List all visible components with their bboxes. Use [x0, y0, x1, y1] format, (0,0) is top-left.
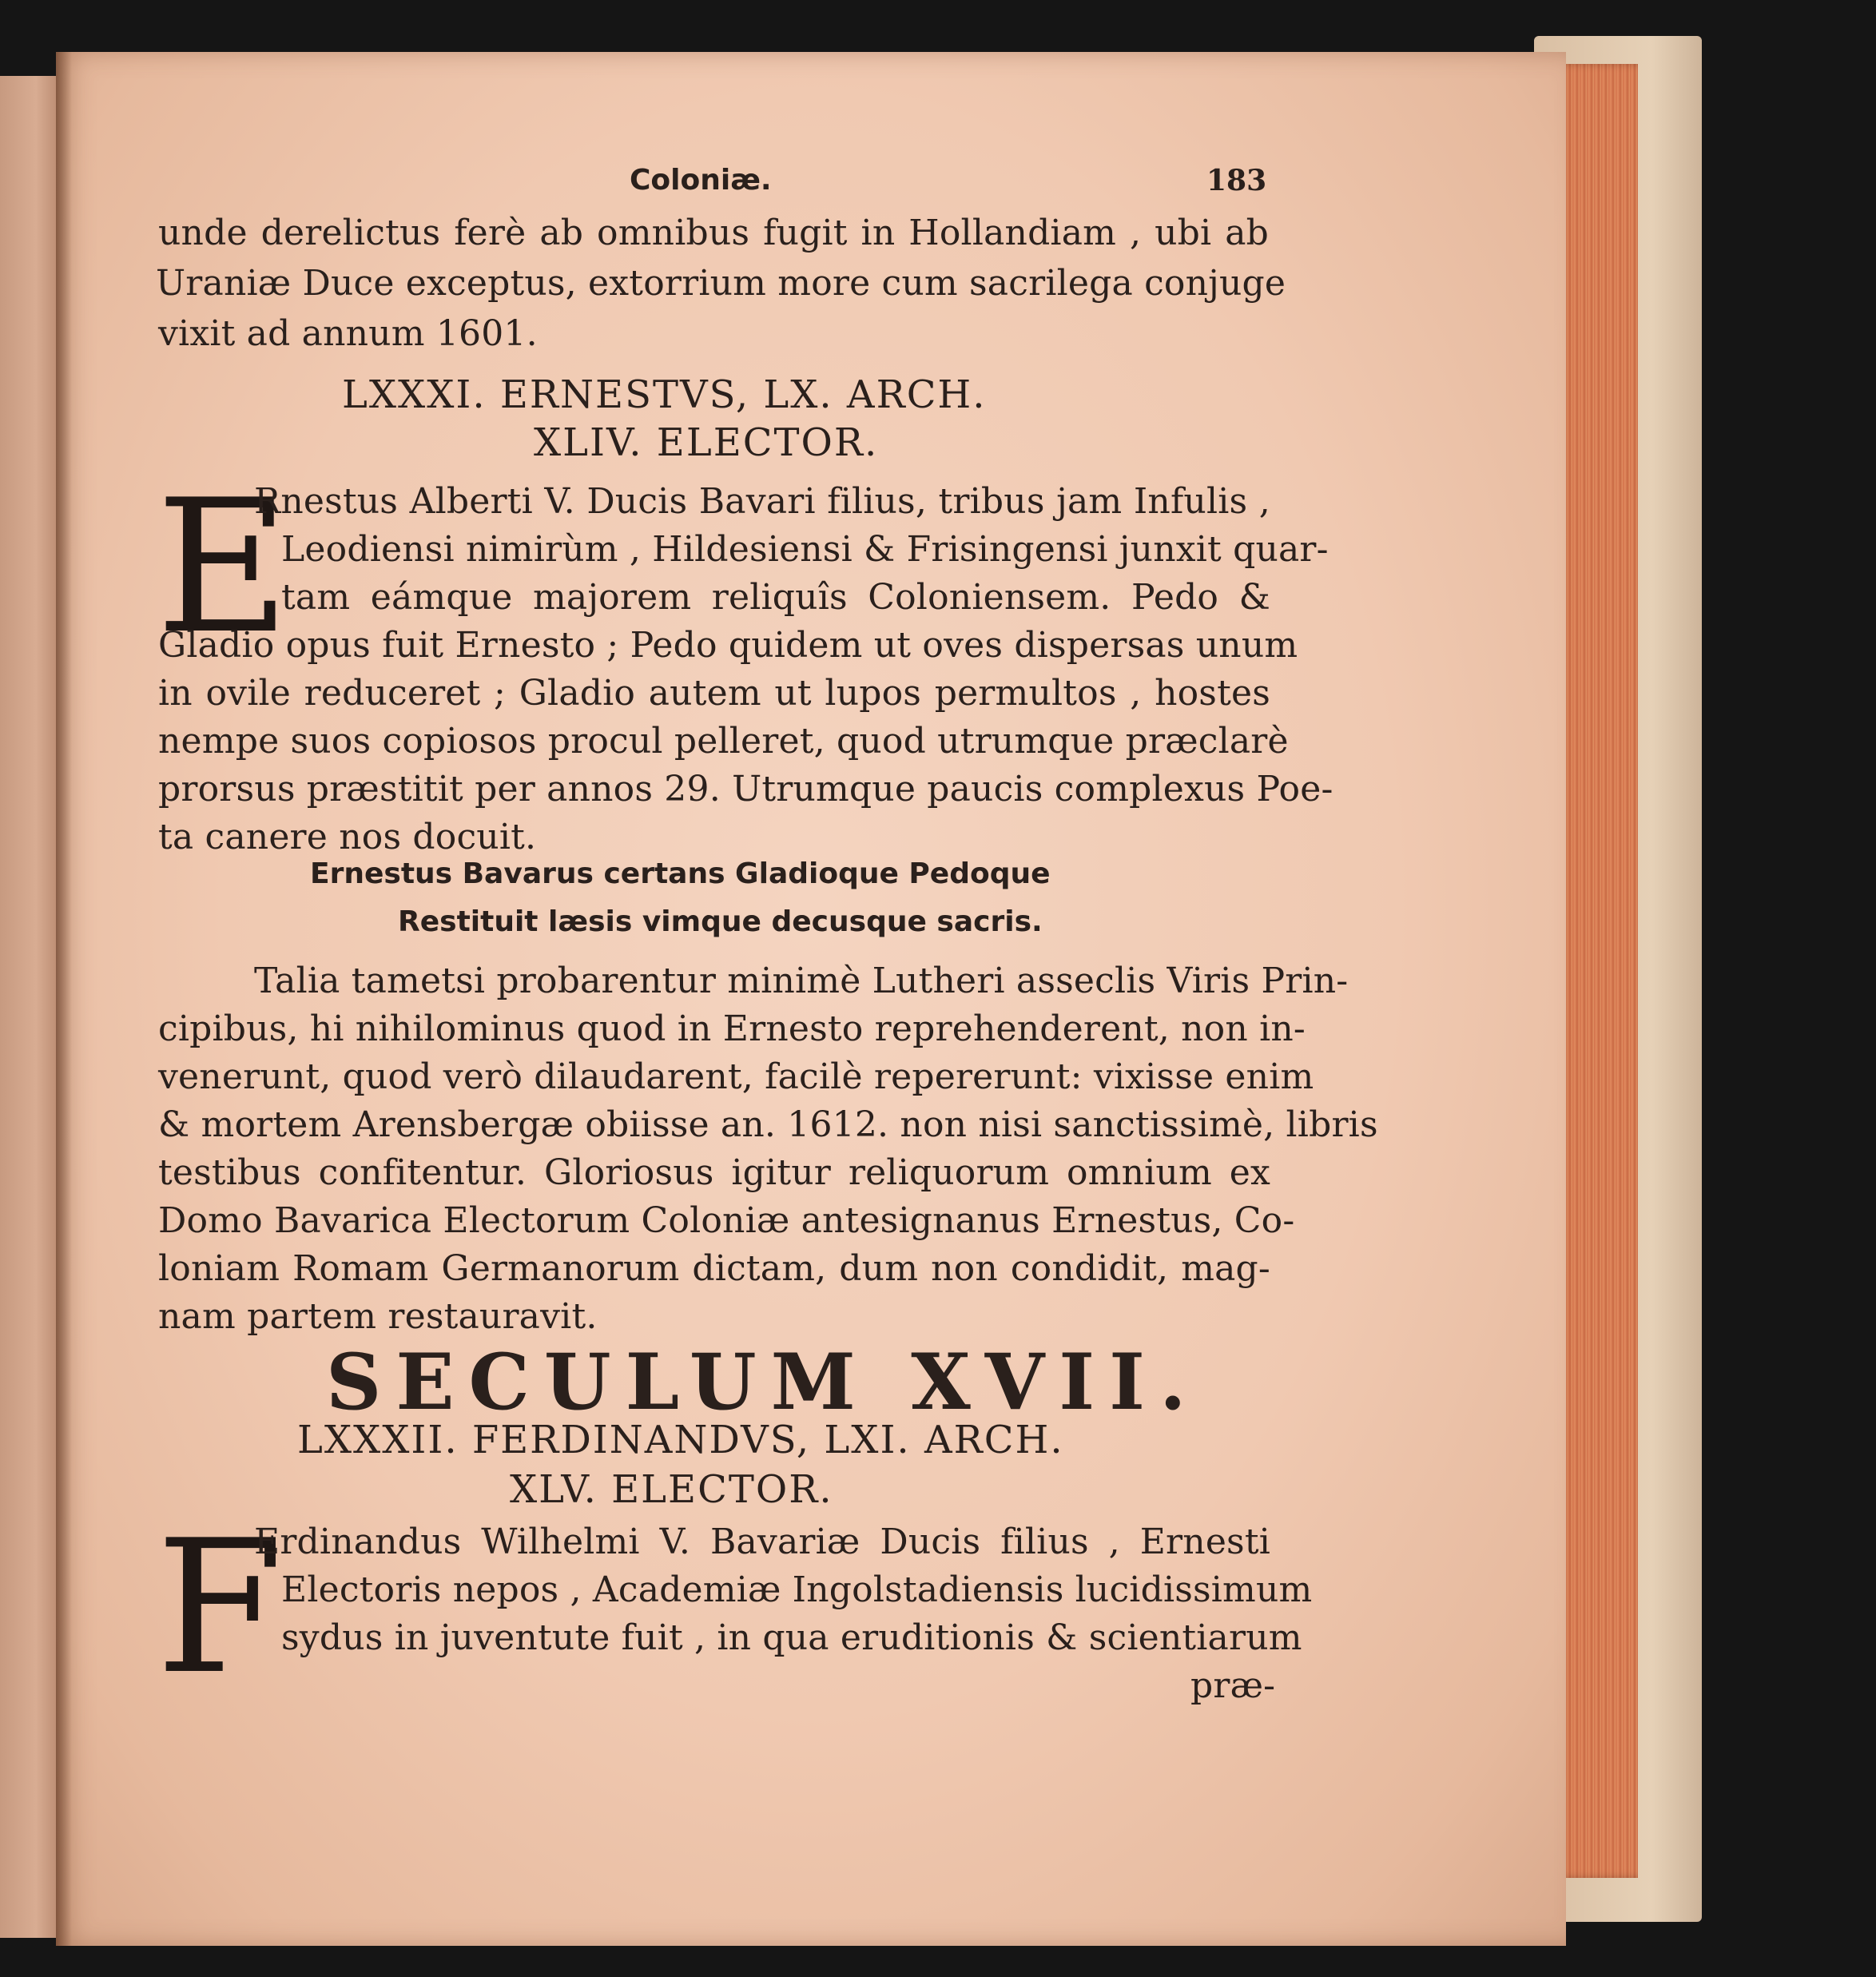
running-head: Coloniæ. — [630, 164, 772, 197]
facing-page-edge — [0, 76, 60, 1938]
text-line: Uraniæ Duce exceptus, extorrium more cum sacrilega conjuge — [156, 263, 1286, 304]
chapter-subheading: XLV. ELECTOR. — [510, 1467, 833, 1512]
page-number: 183 — [1206, 164, 1267, 197]
text-line: unde derelictus ferè ab omnibus fugit in Hollandiam , ubi ab — [158, 213, 1269, 253]
text-line: loniam Romam Germanorum dictam, dum non condidit, mag- — [158, 1248, 1270, 1289]
chapter-heading: LXXXI. ERNESTVS, LX. ARCH. — [342, 372, 987, 417]
page-block-edges — [1558, 64, 1638, 1878]
text-line: Gladio opus fuit Ernesto ; Pedo quidem ut oves dispersas unum — [158, 625, 1298, 666]
drop-cap: E — [156, 461, 290, 674]
chapter-subheading: XLIV. ELECTOR. — [534, 420, 879, 465]
text-line: Rnestus Alberti V. Ducis Bavari filius, tribus jam Infulis , — [254, 481, 1270, 522]
text-line: Erdinandus Wilhelmi V. Bavariæ Ducis filius , Ernesti — [254, 1522, 1270, 1562]
catchword: præ- — [1190, 1665, 1276, 1706]
text-line: Domo Bavarica Electorum Coloniæ antesignanus Ernestus, Co- — [158, 1200, 1295, 1241]
text-line: & mortem Arensbergæ obiisse an. 1612. non nisi sanctissimè, libris — [158, 1104, 1378, 1145]
text-line: venerunt, quod verò dilaudarent, facilè repererunt: vixisse enim — [158, 1056, 1314, 1097]
text-line: prorsus præstitit per annos 29. Utrumque paucis complexus Poe- — [158, 769, 1333, 809]
section-title: SECULUM XVII. — [326, 1337, 1201, 1427]
text-line: Electoris nepos , Academiæ Ingolstadiensis lucidissimum — [281, 1569, 1313, 1610]
drop-cap: F — [156, 1502, 284, 1715]
text-line: sydus in juventute fuit , in qua eruditionis & scientiarum — [281, 1617, 1302, 1658]
text-line: nam partem restauravit. — [158, 1296, 598, 1337]
text-line: in ovile reduceret ; Gladio autem ut lupos permultos , hostes — [158, 673, 1270, 714]
text-line: testibus confitentur. Gloriosus igitur reliquorum omnium ex — [158, 1152, 1270, 1193]
verse-line: Restituit læsis vimque decusque sacris. — [398, 905, 1043, 938]
text-line: Talia tametsi probarentur minimè Lutheri asseclis Viris Prin- — [254, 961, 1349, 1001]
text-line: nempe suos copiosos procul pelleret, quod utrumque præclarè — [158, 721, 1289, 762]
text-line: Leodiensi nimirùm , Hildesiensi & Frisingensi junxit quar- — [281, 529, 1329, 570]
text-line: tam eámque majorem reliquîs Coloniensem. Pedo & — [281, 577, 1270, 618]
text-line: ta canere nos docuit. — [158, 817, 537, 857]
verse-line: Ernestus Bavarus certans Gladioque Pedoque — [310, 857, 1051, 890]
text-line: vixit ad annum 1601. — [158, 313, 538, 354]
text-line: cipibus, hi nihilominus quod in Ernesto reprehenderent, non in- — [158, 1008, 1306, 1049]
page-gutter-shadow — [56, 52, 72, 1946]
chapter-heading: LXXXII. FERDINANDVS, LXI. ARCH. — [297, 1418, 1064, 1462]
